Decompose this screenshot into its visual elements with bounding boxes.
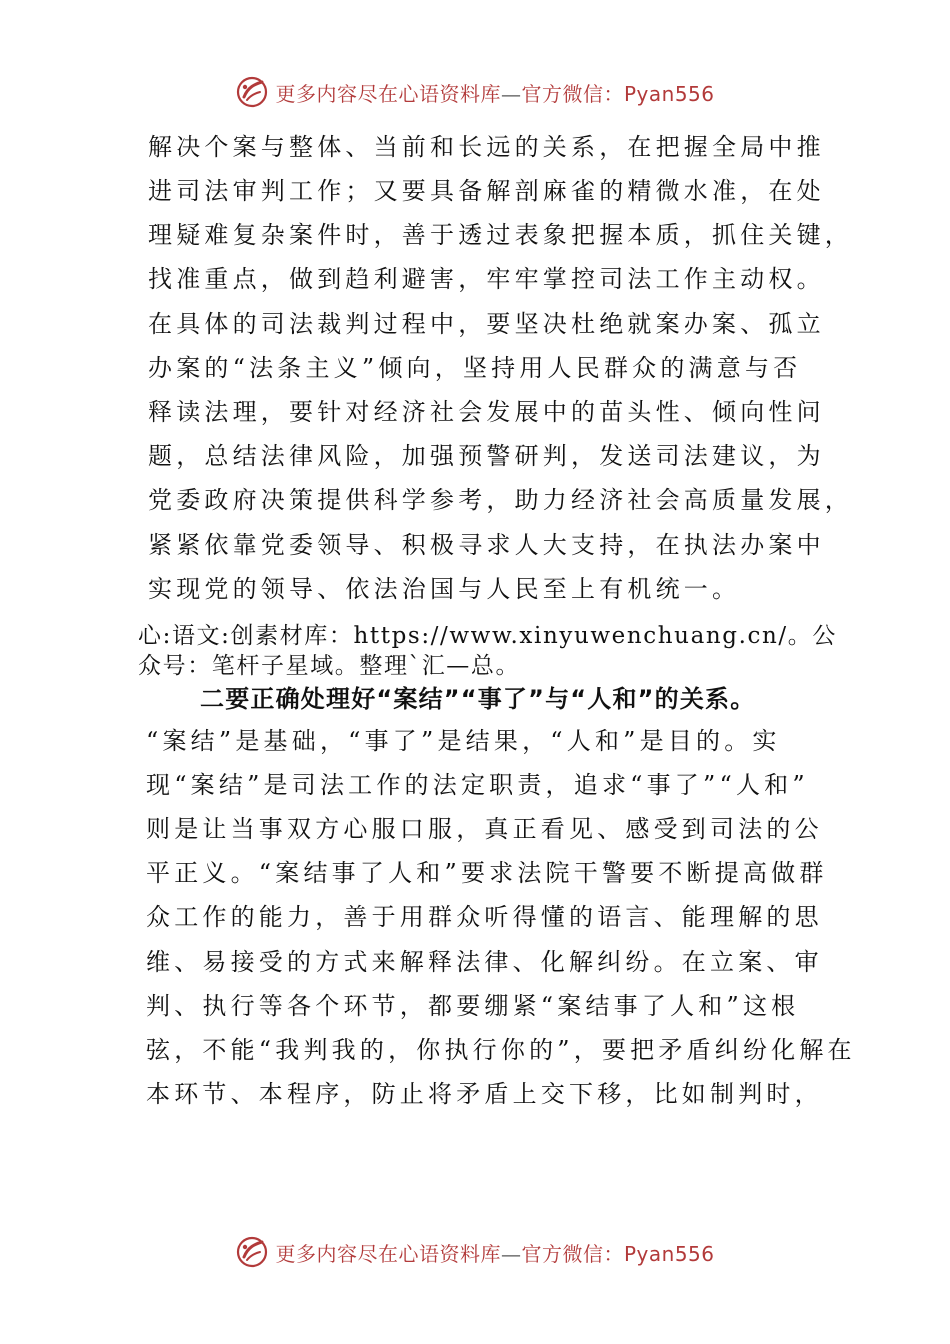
body-line: 平正义。“案结事了人和”要求法院干警要不断提高做群 bbox=[146, 859, 828, 887]
body-line: “案结”是基础，“事了”是结果，“人和”是目的。实 bbox=[146, 727, 781, 755]
body-line: 办案的“法条主义”倾向，坚持用人民群众的满意与否 bbox=[148, 354, 802, 382]
section-heading: 二要正确处理好“案结”“事了”与“人和”的关系。 bbox=[200, 685, 756, 713]
body-line: 本环节、本程序，防止将矛盾上交下移，比如制判时， bbox=[146, 1080, 823, 1108]
body-line: 现“案结”是司法工作的法定职责，追求“事了”“人和” bbox=[146, 771, 809, 799]
banner-text bbox=[275, 1238, 714, 1267]
body-line: 进司法审判工作；又要具备解剖麻雀的精微水准，在处 bbox=[148, 177, 825, 205]
body-line: 党委政府决策提供科学参考，助力经济社会高质量发展， bbox=[148, 486, 853, 514]
body-line: 实现党的领导、依法治国与人民至上有机统一。 bbox=[148, 575, 741, 603]
body-line: 解决个案与整体、当前和长远的关系，在把握全局中推 bbox=[148, 133, 825, 161]
brush-circle-logo-icon bbox=[235, 1235, 269, 1269]
body-line: 题，总结法律风险，加强预警研判，发送司法建议，为 bbox=[148, 442, 825, 470]
body-line: 维、易接受的方式来解释法律、化解纠纷。在立案、审 bbox=[146, 948, 823, 976]
source-note-line: 众号：笔杆子星域。整理`汇—总。 bbox=[138, 653, 521, 679]
header-banner bbox=[0, 72, 950, 112]
source-note-line: 心:语文:创素材库：https://www.xinyuwenchuang.cn/。公 bbox=[138, 623, 837, 649]
body-line: 弦，不能“我判我的，你执行你的”，要把矛盾纠纷化解在 bbox=[146, 1036, 856, 1064]
body-line: 释读法理，要针对经济社会发展中的苗头性、倾向性问 bbox=[148, 398, 825, 426]
footer-banner bbox=[0, 1232, 950, 1272]
body-line: 则是让当事双方心服口服，真正看见、感受到司法的公 bbox=[146, 815, 823, 843]
banner-title: 更多内容尽在心语资料库 bbox=[275, 1241, 501, 1266]
body-line: 在具体的司法裁判过程中，要坚决杜绝就案办案、孤立 bbox=[148, 310, 825, 338]
body-line: 众工作的能力，善于用群众听得懂的语言、能理解的思 bbox=[146, 903, 823, 931]
banner-label: 官方微信： bbox=[521, 81, 624, 106]
body-line: 找准重点，做到趋利避害，牢牢掌控司法工作主动权。 bbox=[148, 265, 825, 293]
banner-text bbox=[275, 78, 714, 107]
banner-separator: — bbox=[500, 81, 522, 106]
banner-label: 官方微信： bbox=[521, 1241, 624, 1266]
body-line: 理疑难复杂案件时，善于透过表象把握本质，抓住关键， bbox=[148, 221, 853, 249]
banner-separator: — bbox=[500, 1241, 522, 1266]
banner-wechat-id: Pyan556 bbox=[623, 81, 715, 106]
body-line: 判、执行等各个环节，都要绷紧“案结事了人和”这根 bbox=[146, 992, 800, 1020]
banner-title: 更多内容尽在心语资料库 bbox=[275, 81, 501, 106]
brush-circle-logo-icon bbox=[235, 75, 269, 109]
banner-wechat-id: Pyan556 bbox=[623, 1241, 715, 1266]
body-line: 紧紧依靠党委领导、积极寻求人大支持，在执法办案中 bbox=[148, 531, 825, 559]
